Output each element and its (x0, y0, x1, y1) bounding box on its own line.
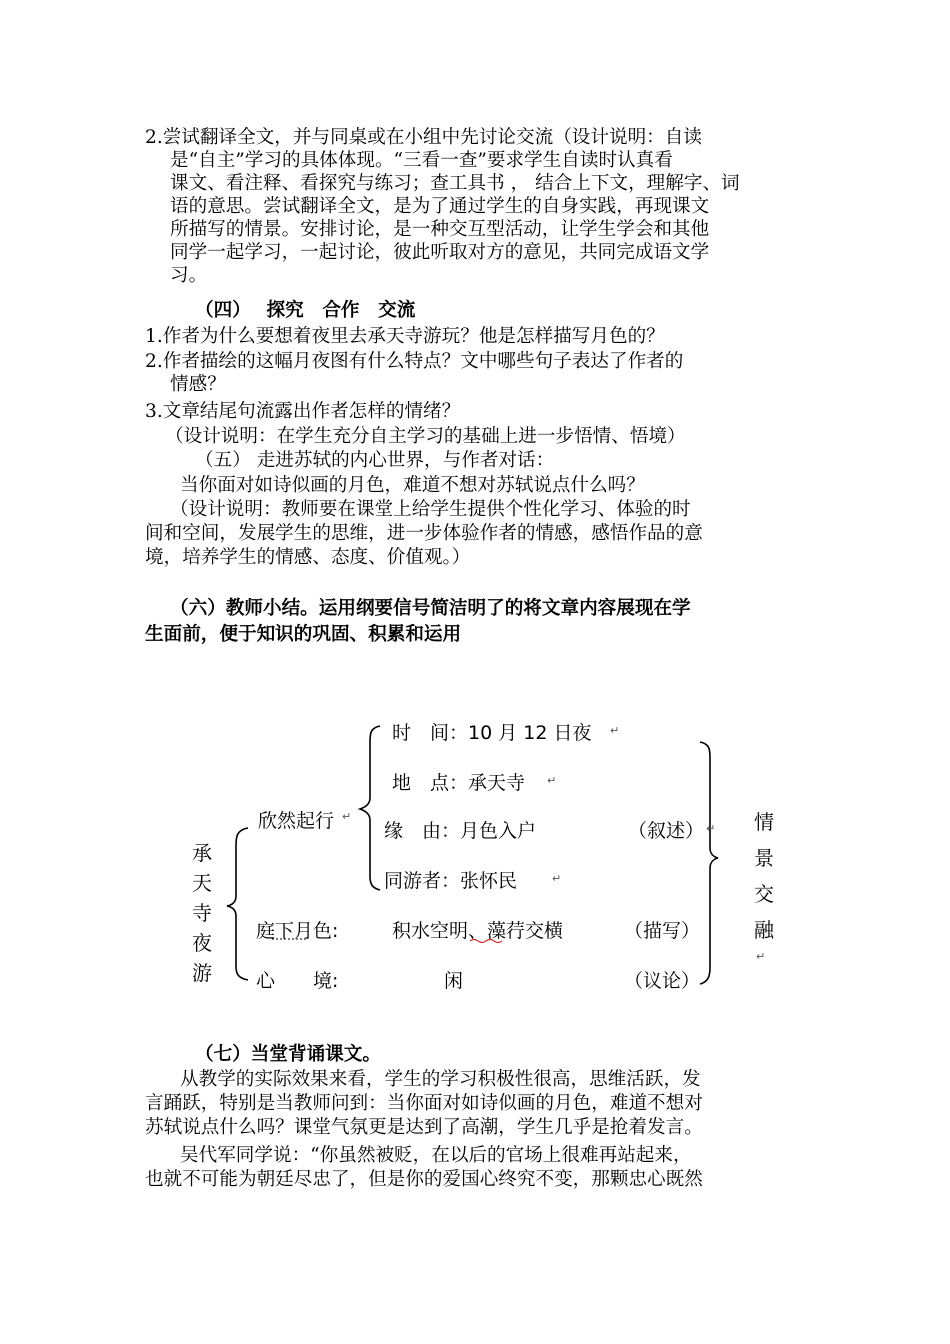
question-2-line-1: 2.作者描绘的这幅月夜图有什么特点？文中哪些句子表达了作者的 (145, 351, 684, 372)
paragraph-mark: ↵ (552, 872, 562, 885)
paragraph-mark: ↵ (610, 724, 620, 737)
time-item: 时 间：10 月 12 日夜 (392, 722, 592, 744)
para2-line-1: 2.尝试翻译全文，并与同桌或在小组中先讨论交流（设计说明：自读 (145, 127, 702, 148)
section7-heading-text: （七）当堂背诵课文。 (195, 1044, 381, 1065)
section7-heading (195, 1043, 381, 1066)
para2-line-3: 课文、看注释、看探究与练习；查工具书 ， 结合上下文，理解字、词 (170, 173, 740, 194)
branch2-value: 积水空明、藻荇交横 (392, 920, 564, 942)
body-line-5: 也就不可能为朝廷尽忠了，但是你的爱国心终究不变，那颗忠心既然 (145, 1169, 703, 1190)
para2-line-6: 同学一起学习，一起讨论，彼此听取对方的意见，共同完成语文学 (170, 242, 710, 263)
branch1-label: 欣然起行 (258, 810, 335, 832)
section6-line-2: 生面前，便于知识的巩固、积累和运用 (145, 624, 462, 645)
describe-tag: （描写） (624, 920, 701, 942)
title-char: 寺 (192, 901, 212, 925)
body-line-2: 言踊跃，特别是当教师问到：当你面对如诗似画的月色，难道不想对 (145, 1093, 703, 1114)
design-note-4: （设计说明：在学生充分自主学习的基础上进一步悟情、悟境） (165, 426, 686, 447)
paragraph-mark: ↵ (706, 822, 716, 835)
question-2-line-2: 情感？ (170, 374, 226, 395)
title-char: 游 (192, 961, 212, 985)
branch2-label: 庭下月色: (256, 920, 339, 942)
body-line-4: 吴代军同学说：“你虽然被贬，在以后的官场上很难再站起来， (180, 1145, 692, 1166)
reason-item: 缘 由：月色入户 (384, 820, 537, 842)
section5-question: 当你面对如诗似画的月色，难道不想对苏轼说点什么吗？ (180, 475, 645, 496)
design-note-5-line-2: 间和空间，发展学生的思维，进一步体验作者的情感，感悟作品的意 (145, 523, 703, 544)
title-char: 夜 (192, 931, 212, 955)
narrate-tag: （叙述） (628, 820, 705, 842)
question-3: 3.文章结尾句流露出作者怎样的情绪？ (145, 401, 461, 422)
para2-line-4: 语的意思。尝试翻译全文，是为了通过学生的自身实践，再现课文 (170, 196, 710, 217)
result-char: 景 (754, 846, 774, 870)
title-char: 天 (192, 871, 212, 895)
para2-line-2: 是“自主”学习的具体体现。“三看一查”要求学生自读时认真看 (170, 150, 673, 171)
title-char: 承 (192, 841, 212, 865)
section5-heading: （五） 走进苏轼的内心世界，与作者对话： (195, 450, 555, 471)
result-vertical (752, 804, 776, 948)
place-item: 地 点：承天寺 (392, 772, 526, 794)
para2-line-5: 所描写的情景。安排讨论，是一种交互型活动，让学生学会和其他 (170, 219, 710, 240)
paragraph-mark: ↵ (342, 810, 352, 823)
design-note-5-line-3: 境，培养学生的情感、态度、价值观。） (145, 547, 471, 568)
companion-item: 同游者：张怀民 (384, 870, 518, 892)
branch3-label: 心 境: (256, 970, 339, 992)
discuss-tag: （议论） (624, 970, 701, 992)
branch3-value: 闲 (444, 970, 464, 992)
body-line-1: 从教学的实际效果来看，学生的学习积极性很高，思维活跃，发 (180, 1069, 701, 1090)
result-char: 情 (754, 810, 774, 834)
body-line-3: 苏轼说点什么吗？课堂气氛更是达到了高潮，学生几乎是抢着发言。 (145, 1117, 703, 1138)
result-char: 融 (754, 918, 774, 942)
paragraph-mark: ↵ (547, 774, 557, 787)
diagram-title-vertical (190, 838, 214, 988)
right-brace (700, 742, 718, 984)
paragraph-mark: ↵ (756, 950, 766, 963)
design-note-5-line-1: （设计说明：教师要在课堂上给学生提供个性化学习、体验的时 (170, 499, 691, 520)
para2-line-7: 习。 (170, 265, 208, 286)
question-1: 1.作者为什么要想着夜里去承天寺游玩？他是怎样描写月色的？ (145, 326, 665, 347)
section6-line-1: （六）教师小结。运用纲要信号简洁明了的将文章内容展现在学 (170, 598, 691, 619)
section4-heading-text: （四） 探究 合作 交流 (195, 300, 416, 321)
result-char: 交 (754, 882, 774, 906)
sub-left-brace (360, 726, 380, 890)
main-left-brace (227, 828, 248, 980)
